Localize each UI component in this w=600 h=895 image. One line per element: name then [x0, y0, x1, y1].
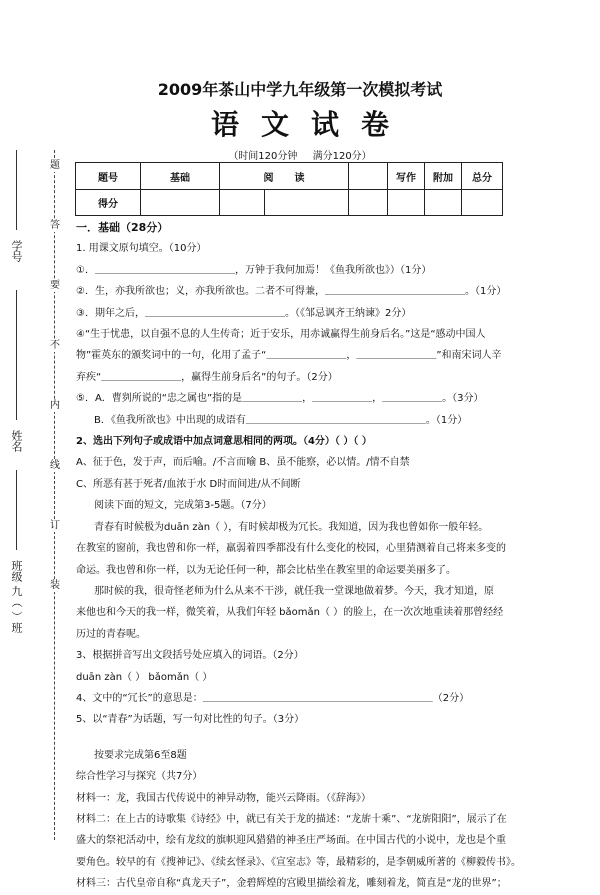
warning-char: 订 [50, 520, 60, 531]
time-limit: （时间120分钟 [228, 151, 298, 162]
score-header-text: 读 [294, 172, 305, 184]
score-header-cell: 总分 [462, 163, 503, 190]
score-header-cell: 题号 [76, 163, 141, 190]
score-header-cell: 附加 [425, 163, 462, 190]
question-line: ④“生于忧患，以自强不息的人生传奇；近于安乐，用赤诚赢得生前身后名。”这是“感动中国人 [76, 329, 486, 341]
score-value-row [76, 190, 503, 216]
score-cell[interactable] [388, 190, 425, 216]
passage-line: 历过的青春呢。 [76, 628, 146, 640]
question-line: ②．生，亦我所欲也；义，亦我所欲也。二者不可得兼，＿＿＿＿＿＿＿＿＿＿＿＿＿＿。（1分） [76, 286, 507, 298]
score-cell[interactable] [220, 190, 265, 216]
score-cell[interactable] [265, 190, 349, 216]
exam-title: 2009年茶山中学九年级第一次模拟考试 [157, 80, 443, 99]
question-line: 弃疾“＿＿＿＿＿＿＿＿，赢得生前身后名”的句子。（2分） [76, 371, 338, 383]
score-header-cell [220, 163, 349, 190]
question-line: 1. 用课文原句填空。（10分） [76, 243, 207, 255]
spacer [76, 731, 532, 745]
score-header-cell: 基础 [141, 163, 220, 190]
score-cell[interactable] [425, 190, 462, 216]
name-label: 姓名 [10, 430, 23, 452]
score-cell[interactable] [349, 190, 388, 216]
material-line: 材料三：古代皇帝自称“真龙天子”，金碧辉煌的宫殿里描绘着龙，雕刻着龙，简直是“龙的世界”； [76, 878, 507, 890]
material-line: 盛大的祭祀活动中，绘有龙纹的旗帜迎风猎猎的神圣庄严场面。在中国古代的小说中，龙也是个重 [76, 835, 506, 847]
passage-line: 在教室的窗前，我也曾和你一样，羸弱着四季都没有什么变化的校园，心里猜测着自己将来多变的 [76, 543, 506, 555]
material-line: 材料一：龙，我国古代传说中的神异动物，能兴云降雨。（《辞海》） [76, 792, 371, 804]
warning-char: 答 [50, 220, 60, 231]
score-header-row [76, 163, 503, 190]
passage-line: 命运。我也曾和你一样，以为无论任何一种，都会比枯坐在教室里的命运要美丽多了。 [76, 564, 456, 576]
question-line: 4、文中的“冗长”的意思是：＿＿＿＿＿＿＿＿＿＿＿＿＿＿＿＿＿＿＿＿＿＿＿（2分） [76, 692, 470, 704]
question-line: B．《鱼我所欲也》中出现的成语有＿＿＿＿＿＿＿＿＿＿＿＿＿＿＿＿＿＿。（1分） [94, 414, 468, 426]
passage-line: 那时候的我，很奇怪老师为什么从来不干涉，就任我一堂课地做着梦。今天，我才知道，原 [94, 585, 494, 597]
class-label: 班级 九（ ）班 [10, 560, 23, 633]
passage-line: 来他也和今天的我一样，微笑着，从我们年轻 bǎomǎn（ ）的脸上，在一次次地重读着那曾经经 [76, 607, 504, 619]
question-line: ①．＿＿＿＿＿＿＿＿＿＿＿＿＿＿，万钟于我何加焉！《鱼我所欲也》）（1分） [76, 264, 432, 276]
warning-char: 内 [50, 400, 60, 411]
warning-char: 装 [50, 580, 60, 591]
score-header-text: 阅 [263, 172, 274, 184]
material-line: 要角色。较早的有《搜神记》、《续玄怪录》、《宣室志》等，最精彩的，是李朝威所著的《柳毅传书》。 [76, 856, 521, 868]
score-header-cell: 写作 [388, 163, 425, 190]
option-line: A、征于色，发于声，而后喻。/不言而喻 B、虽不能察，必以情。/情不自禁 [76, 457, 410, 469]
warning-char: 要 [50, 280, 60, 291]
exam-body [76, 217, 532, 895]
warning-char: 线 [50, 460, 60, 471]
passage-line: 青春有时候极为duān zàn（ ），有时候却极为冗长。我知道，因为我也曾如你一般年轻。 [94, 521, 489, 533]
student-no-label: 学号 [10, 240, 23, 262]
binding-margin [0, 140, 66, 845]
score-header-cell [349, 163, 388, 190]
question-line: duān zàn（ ） bǎomǎn（ ） [76, 671, 213, 683]
question-line: 物”霍英东的颁奖词中的一句，化用了孟子“＿＿＿＿＿＿＿＿，＿＿＿＿＿＿＿＿”和南宋词人辛 [76, 350, 502, 362]
subject-title: 语文试卷 [210, 108, 411, 141]
class-blank [16, 470, 17, 550]
score-row-label: 得分 [76, 190, 141, 216]
section-heading: 一．基础（28分） [76, 221, 169, 234]
material-line: 材料二：在上古的诗歌集《诗经》中，就已有关于龙的描述：“龙旂十乘”、“龙旂阳阳”，展示了在 [76, 813, 507, 825]
seal-line [54, 150, 55, 840]
student-no-blank [16, 150, 17, 230]
question-line: 3、根据拼音写出文段括号处应填入的词语。（2分） [76, 650, 304, 662]
question-line: ⑤．A．曹刿所说的“忠之属也”指的是＿＿＿＿＿＿，＿＿＿＿＿＿，＿＿＿＿＿＿。（3分） [76, 393, 484, 405]
score-table [75, 162, 503, 216]
full-score: 满分120分） [312, 151, 372, 162]
question-line: ③．期年之后，＿＿＿＿＿＿＿＿＿＿＿＿＿＿。（《邹忌讽齐王纳谏》2分） [76, 307, 412, 319]
warning-char: 题 [50, 160, 60, 171]
instruction-line: 按要求完成第6至8题 [94, 749, 187, 761]
option-line: C、所恶有甚于死者/血浓于水 D时而间进/从不间断 [76, 478, 301, 490]
section-heading: 综合性学习与探究（共7分） [76, 771, 203, 783]
question-line: 2、选出下列句子或成语中加点词意思相同的两项。（4分）（ ）（ ） [76, 436, 372, 448]
question-line: 5、以“青春”为话题，写一句对比性的句子。（3分） [76, 714, 305, 726]
time-info [0, 147, 600, 162]
name-blank [16, 290, 17, 420]
reading-instruction: 阅读下面的短文，完成第3-5题。（7分） [94, 500, 272, 512]
score-cell[interactable] [141, 190, 220, 216]
warning-char: 不 [50, 340, 60, 351]
score-cell[interactable] [462, 190, 503, 216]
